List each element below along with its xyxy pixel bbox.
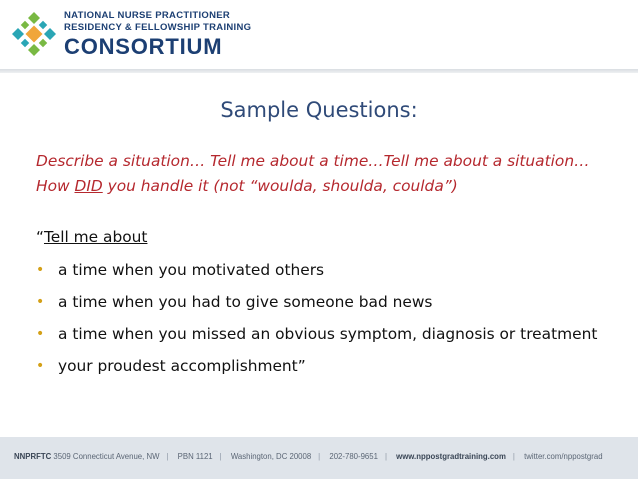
intro-paragraph [36, 149, 626, 199]
list-item [36, 356, 626, 377]
list-item [36, 260, 626, 281]
footer-separator: | [512, 452, 515, 461]
logo-line-2: RESIDENCY & FELLOWSHIP TRAINING [64, 22, 252, 33]
slide-title: Sample Questions: [220, 98, 418, 122]
footer-separator: | [166, 452, 169, 461]
list-item-text: a time when you missed an obvious symptom, diagnosis or treatment [58, 325, 598, 343]
header-divider [0, 69, 638, 73]
footer-info [14, 452, 603, 461]
list-item-text: your proudest accomplishment” [58, 357, 306, 375]
footer [0, 437, 638, 479]
intro-text-2: you handle it (not “woulda, shoulda, coulda”) [102, 177, 458, 195]
logo-line-1: NATIONAL NURSE PRACTITIONER [64, 10, 231, 21]
footer-website-link[interactable]: www.nppostgradtraining.com [396, 452, 506, 461]
question-list [36, 260, 626, 388]
lead-text: Tell me about [43, 228, 148, 246]
footer-separator: | [318, 452, 321, 461]
footer-separator: | [219, 452, 222, 461]
footer-pbn: PBN 1121 [177, 452, 213, 461]
list-item-text: a time when you motivated others [58, 261, 325, 279]
list-item [36, 292, 626, 313]
list-item-text: a time when you had to give someone bad news [58, 293, 433, 311]
footer-phone: 202-780-9651 [329, 452, 378, 461]
footer-twitter-link[interactable]: twitter.com/nppostgrad [524, 452, 603, 461]
footer-address: 3509 Connecticut Avenue, NW [53, 452, 160, 461]
footer-city: Washington, DC 20008 [230, 452, 312, 461]
consortium-logo-icon [10, 10, 58, 58]
lead-quote: “ [36, 228, 44, 246]
footer-org: NNPRFTC [14, 452, 52, 461]
intro-emphasis: DID [74, 177, 103, 195]
bullet-icon: • [36, 294, 45, 310]
footer-separator: | [384, 452, 387, 461]
logo-line-3: CONSORTIUM [64, 34, 223, 59]
intro-text-1: Describe a situation… Tell me about a time…Tell me about a situation… How [36, 152, 590, 195]
list-item [36, 324, 626, 345]
bullet-icon: • [36, 326, 45, 342]
lead-line [36, 228, 147, 246]
logo-wordmark [64, 10, 251, 60]
bullet-icon: • [36, 358, 45, 374]
bullet-icon: • [36, 262, 45, 278]
header [0, 0, 638, 70]
